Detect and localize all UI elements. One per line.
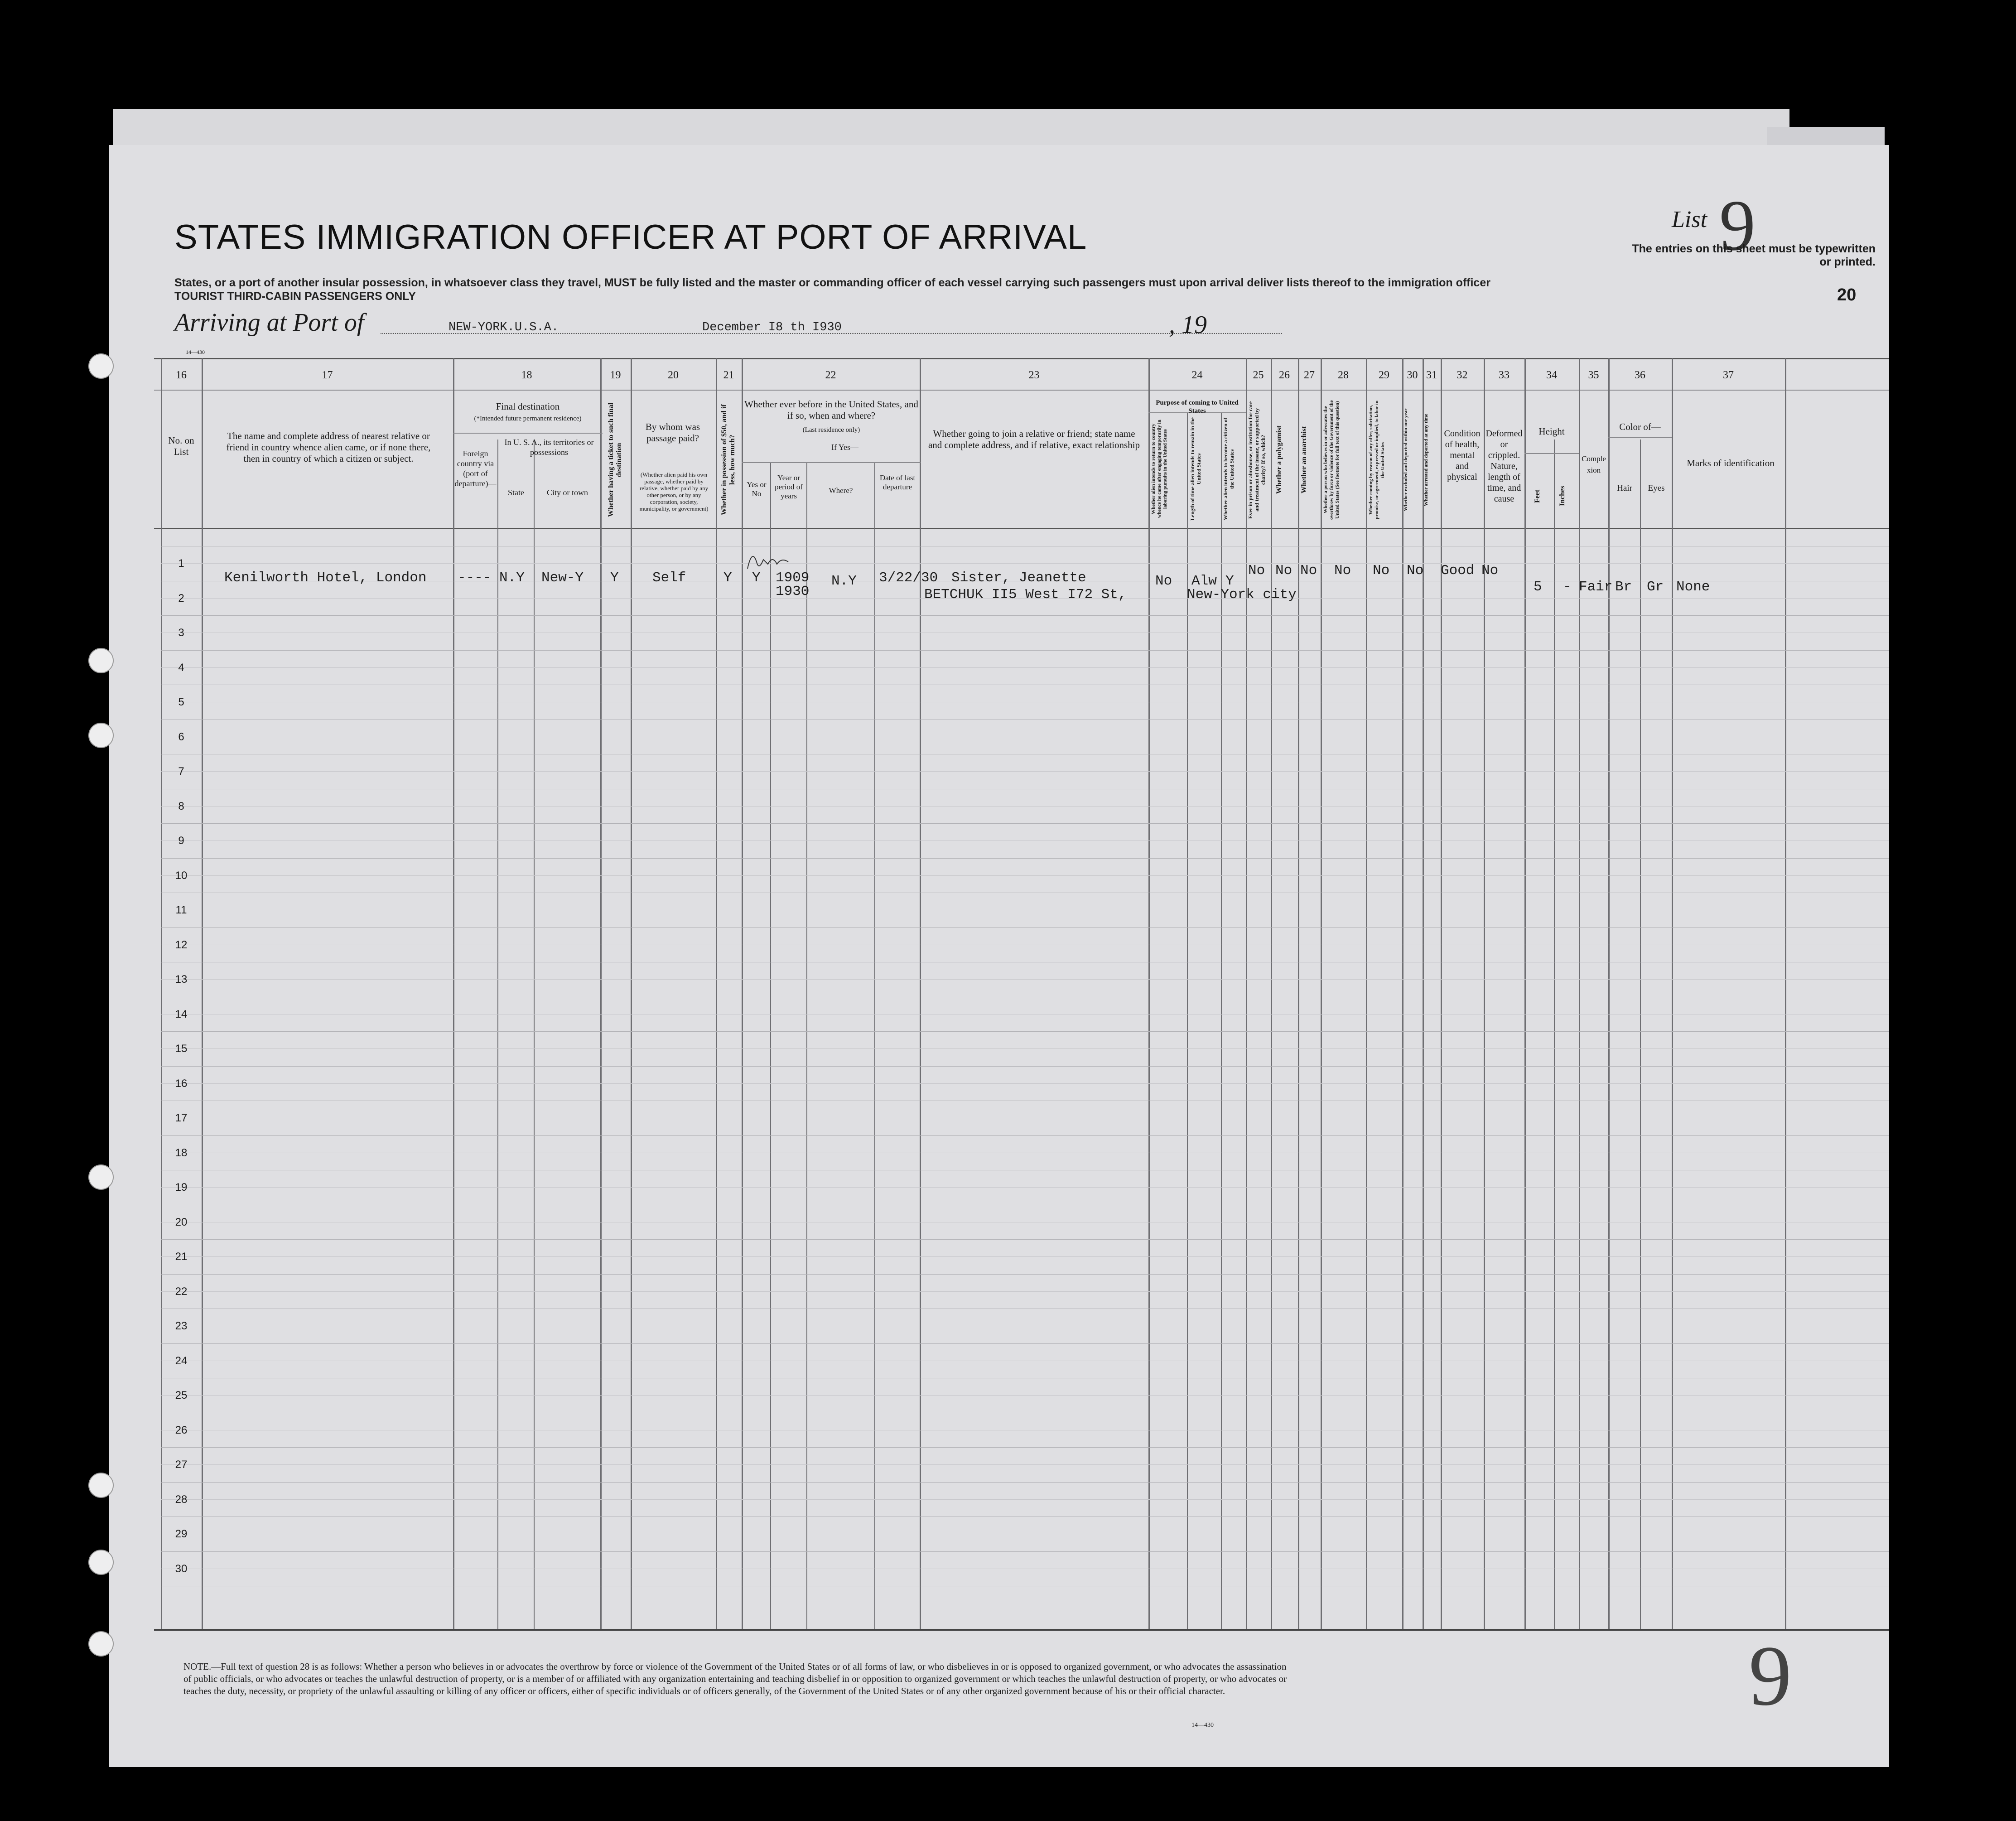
height-inches-cell: - <box>1563 579 1572 595</box>
header-no-on-list: No. on List <box>168 435 194 457</box>
row-number: 29 <box>175 1528 188 1540</box>
column-number: 32 <box>1457 369 1468 381</box>
row-number: 28 <box>175 1493 188 1506</box>
row-number: 3 <box>178 627 184 639</box>
header-deformed: Deformed or crippled. Nature, length of time, and cause <box>1485 429 1523 504</box>
binder-hole-icon <box>88 648 114 673</box>
row-line <box>161 823 1889 824</box>
arrival-date: December I8 th I930 <box>702 321 842 334</box>
row-line <box>161 1482 1889 1483</box>
header-health: Condition of health, mental and physical <box>1444 429 1481 482</box>
row-number: 7 <box>178 765 184 778</box>
header-feet: Feet <box>1534 489 1541 503</box>
header-final-destination: Final destination <box>496 401 560 412</box>
anarchist-cell: No <box>1300 563 1317 579</box>
row-line <box>161 858 1889 859</box>
column-number: 31 <box>1426 369 1437 381</box>
row-line <box>161 1551 1889 1552</box>
row-number: 2 <box>178 592 184 604</box>
contract-labor-cell: No <box>1373 563 1390 579</box>
row-subline <box>161 1499 1889 1500</box>
q28-cell: No <box>1334 563 1351 579</box>
city-cell: New-Y <box>541 570 584 586</box>
row-number: 6 <box>178 730 184 743</box>
row-subline <box>161 1048 1889 1049</box>
row-line <box>161 650 1889 651</box>
header-passage-paid: By whom was passage paid? <box>645 421 700 444</box>
header-usa-territories: In U. S. A., its territories or possessions <box>504 438 594 457</box>
row-number: 10 <box>175 869 188 882</box>
health-cell: Good <box>1441 563 1475 579</box>
row-number: 16 <box>175 1077 188 1090</box>
complexion-cell: Fair <box>1579 579 1613 595</box>
row-number: 11 <box>175 904 187 916</box>
column-number: 20 <box>668 369 679 381</box>
height-feet-cell: 5 <box>1534 579 1542 595</box>
header-contract-labor: Whether coming by reason of any offer, solicitation, promise, or agreement, expressed or implied, to labor in the United States <box>1368 401 1385 519</box>
row-number: 8 <box>178 800 184 812</box>
row-number: 21 <box>175 1251 188 1263</box>
row-number: 9 <box>178 835 184 847</box>
become-citizen-cell: Y <box>1225 573 1234 589</box>
row-number: 5 <box>178 696 184 708</box>
header-complexion: Complexion <box>1582 454 1606 474</box>
row-number: 23 <box>175 1320 188 1332</box>
header-color-of: Color of— <box>1619 421 1661 432</box>
row-subline <box>161 1256 1889 1257</box>
length-stay-cell: Alw <box>1191 573 1217 589</box>
row-subline <box>161 806 1889 807</box>
page-number: 20 <box>1837 285 1857 304</box>
row-number: 26 <box>175 1424 188 1436</box>
binder-hole-icon <box>88 1164 114 1190</box>
column-number: 25 <box>1253 369 1264 381</box>
header-arrested: Whether arrested and deported at any time <box>1423 414 1429 506</box>
handwritten-mark <box>743 544 797 575</box>
list-number: 9 <box>1719 185 1756 266</box>
column-number: 23 <box>1028 369 1040 381</box>
years-cell: 1909 <box>776 570 810 586</box>
column-number: 22 <box>825 369 836 381</box>
purpose-return-cell: No <box>1155 573 1172 589</box>
header-date-departure: Date of last departure <box>879 473 916 491</box>
row-number: 17 <box>175 1112 188 1124</box>
polygamist-cell: No <box>1275 563 1293 579</box>
excluded-cell: No <box>1407 563 1424 579</box>
header-final-destination-note: (*Intended future permanent residence) <box>474 415 582 422</box>
row-subline <box>161 1083 1889 1084</box>
header-foreign-country: Foreign country via (port of departure)— <box>454 449 497 488</box>
where-cell: N.Y <box>831 573 857 589</box>
form-code-bottom: 14—430 <box>1191 1722 1214 1729</box>
list-label: List <box>1672 207 1707 232</box>
row-line <box>161 1031 1889 1032</box>
binder-hole-icon <box>88 1473 114 1498</box>
row-number: 18 <box>175 1146 188 1159</box>
column-number: 21 <box>723 369 734 381</box>
row-subline <box>161 1464 1889 1465</box>
row-line <box>161 1135 1889 1136</box>
header-money: Whether in possession of $50, and if less, how much? <box>720 404 736 516</box>
deformed-cell: No <box>1481 563 1499 579</box>
column-number: 27 <box>1304 369 1315 381</box>
row-number: 25 <box>175 1389 188 1401</box>
row-line <box>161 1066 1889 1067</box>
arriving-label: Arriving at Port of <box>174 309 364 337</box>
joining-relative-cell: Sister, Jeanette <box>951 570 1086 586</box>
row-line <box>161 615 1889 616</box>
header-q28: Whether a person who believes in or advocates the overthrow by force or violence of the Government of the United States (See footnote for full text of this question) <box>1323 400 1340 520</box>
header-ticket: Whether having a ticket to such final destination <box>607 402 623 517</box>
header-state: State <box>508 488 524 497</box>
row-number: 4 <box>178 661 184 674</box>
prison-cell: No <box>1248 563 1265 579</box>
joining-address-cell: BETCHUK II5 West I72 St, <box>924 587 1127 603</box>
row-number: 22 <box>175 1285 188 1298</box>
row-line <box>161 1274 1889 1275</box>
row-subline <box>161 979 1889 980</box>
row-number: 13 <box>175 973 188 985</box>
row-number: 20 <box>175 1216 188 1228</box>
form-subtitle: States, or a port of another insular possession, in whatsoever class they travel, MUST be fully listed and the master or commanding officer of each vessel carrying such passengers must upon arrival deliver lists thereof to the immigration officer <box>174 276 1490 289</box>
joining-city-cell: New-York city <box>1187 587 1297 603</box>
form-code-top: 14—430 <box>186 349 205 355</box>
header-marks: Marks of identification <box>1687 458 1775 469</box>
header-anarchist: Whether an anarchist <box>1300 426 1308 494</box>
row-line <box>161 1343 1889 1344</box>
header-year-period: Year or period of years <box>775 473 803 500</box>
binder-hole-icon <box>88 723 114 748</box>
header-if-yes: If Yes— <box>831 443 858 452</box>
form-title: STATES IMMIGRATION OFFICER AT PORT OF ARRIVAL <box>174 218 1087 256</box>
row-number: 30 <box>175 1562 188 1575</box>
header-purpose: Purpose of coming to United States <box>1156 399 1239 415</box>
row-line <box>161 927 1889 928</box>
row-number: 14 <box>175 1008 188 1020</box>
header-height: Height <box>1539 426 1565 437</box>
column-number: 26 <box>1279 369 1290 381</box>
header-length-stay: Length of time alien intends to remain in the United States <box>1189 417 1202 521</box>
column-number: 29 <box>1379 369 1389 381</box>
header-relative-address: The name and complete address of nearest relative or friend in country whence alien came, or if none there, then in country of which a citizen or subject. <box>226 430 431 464</box>
header-hair: Hair <box>1617 483 1632 493</box>
year-label: , 19 <box>1169 311 1207 339</box>
departure-date-cell: 3/22/30 <box>879 570 938 586</box>
row-number: 19 <box>175 1181 188 1193</box>
hair-cell: Br <box>1615 579 1632 595</box>
header-eyes: Eyes <box>1648 483 1665 493</box>
row-subline <box>161 563 1889 564</box>
years-cell-2: 1930 <box>776 584 810 599</box>
row-subline <box>161 840 1889 841</box>
passage-paid-cell: Self <box>652 570 686 586</box>
ticket-cell: Y <box>610 570 619 586</box>
binder-hole-icon <box>88 1631 114 1657</box>
column-number: 16 <box>176 369 187 381</box>
row-subline <box>161 771 1889 772</box>
row-number: 15 <box>175 1043 188 1055</box>
marks-cell: None <box>1676 579 1710 595</box>
header-polygamist: Whether a polygamist <box>1275 425 1283 494</box>
header-before-in-us: Whether ever before in the United States, and if so, when and where? <box>744 399 918 421</box>
header-yes-no: Yes or No <box>747 480 767 498</box>
question-28-note: NOTE.—Full text of question 28 is as follows: Whether a person who believes in or advocates the overthrow by force or violence of the Government of the United States or of all forms of law, or who disbelieves in or is opposed to organized government, or who advocates the assassination of public officials, or who advocates or teaches the unlawful destruction of property, or is a member of or affiliated with any organization entertaining and teaching disbelief in or opposition to organized government or which teaches the unlawful destruction of property, or who advocates or teaches the duty, necessity, or propriety of the unlawful assaulting or killing of any officer or officers, either of specific individuals or of officers generally, of the Government of the United States or of any other organized government because of his or their official character. <box>183 1661 1287 1696</box>
header-joining-relative: Whether going to join a relative or friend; state name and complete address, and if relative, exact relationship <box>928 428 1140 450</box>
row-number: 1 <box>178 557 184 570</box>
header-where: Where? <box>829 486 853 495</box>
port-name: NEW-YORK.U.S.A. <box>449 321 559 334</box>
bottom-list-number: 9 <box>1749 1628 1792 1724</box>
column-number: 36 <box>1635 369 1645 381</box>
binder-hole-icon <box>88 353 114 379</box>
header-excluded: Whether excluded and deported within one year <box>1403 408 1408 512</box>
column-number: 35 <box>1588 369 1599 381</box>
header-last-residence: (Last residence only) <box>802 426 860 434</box>
row-subline <box>161 875 1889 876</box>
passenger-class: TOURIST THIRD-CABIN PASSENGERS ONLY <box>174 290 416 303</box>
header-passage-note: (Whether alien paid his own passage, whether paid by relative, whether paid by any other person, or by any corporation, society, municipality, or government) <box>639 471 709 512</box>
row-line <box>161 1239 1889 1240</box>
header-inches: Inches <box>1558 486 1566 507</box>
foreign-country-cell: ---- <box>458 570 492 586</box>
column-number: 37 <box>1723 369 1734 381</box>
row-subline <box>161 1395 1889 1396</box>
column-number: 19 <box>610 369 621 381</box>
column-number: 18 <box>521 369 532 381</box>
row-number: 27 <box>175 1459 188 1471</box>
header-purpose-return: Whether alien intends to return to country whence he came after engaging temporarily in laboring pursuits in the United States <box>1151 420 1168 518</box>
row-line <box>161 1447 1889 1448</box>
header-become-citizen: Whether alien intends to become a citizen of the United States <box>1222 417 1235 521</box>
column-number: 30 <box>1407 369 1418 381</box>
row-subline <box>161 1291 1889 1292</box>
state-cell: N.Y <box>499 570 525 586</box>
column-number: 17 <box>322 369 333 381</box>
column-number: 34 <box>1546 369 1557 381</box>
entries-note: The entries on this sheet must be typewritten or printed. <box>1632 242 1876 268</box>
before-in-us-cell: Y <box>752 570 761 586</box>
relative-address-cell: Kenilworth Hotel, London <box>224 570 427 586</box>
header-prison: Ever in prison or almshouse, or institution for care and treatment of the insane, or supported by charity? If so, which? <box>1247 401 1266 519</box>
row-subline <box>161 667 1889 668</box>
binder-hole-icon <box>88 1550 114 1575</box>
row-subline <box>161 1187 1889 1188</box>
column-number: 33 <box>1499 369 1510 381</box>
header-city: City or town <box>546 488 588 497</box>
column-number: 24 <box>1191 369 1203 381</box>
row-number: 12 <box>175 938 188 951</box>
manifest-sheet <box>109 145 1889 1767</box>
eyes-cell: Gr <box>1647 579 1664 595</box>
row-number: 24 <box>175 1354 188 1367</box>
column-number: 28 <box>1338 369 1349 381</box>
money-cell: Y <box>723 570 732 586</box>
